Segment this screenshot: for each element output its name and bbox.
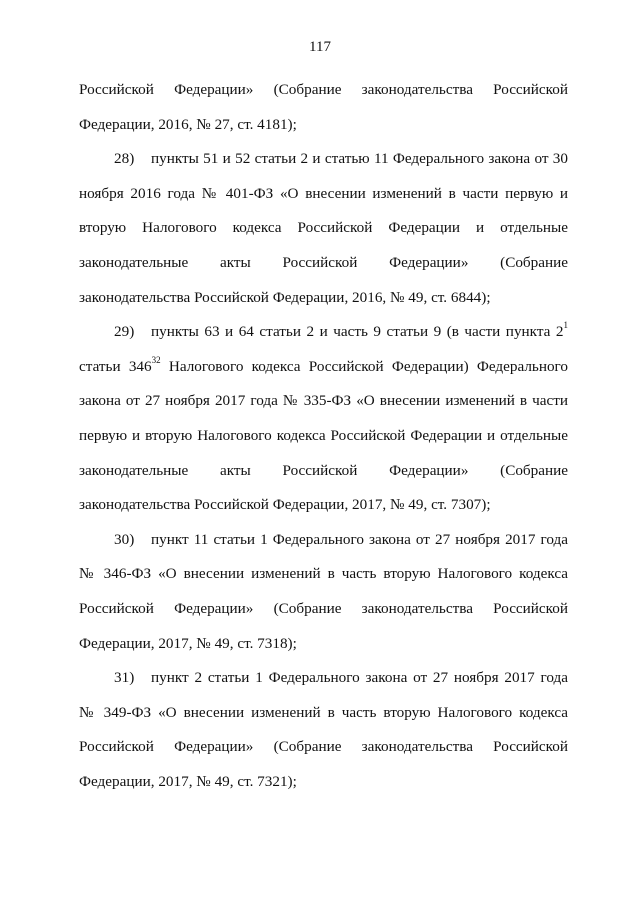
list-item-text: статьи 346 [79,357,152,375]
list-item-text: законодательные акты Российской Федерации» (Собрание [79,253,568,271]
list-item-text: законодательные акты Российской Федерации» (Собрание [79,461,568,479]
list-item-29-second-line [79,350,568,385]
list-item-text: законодательства Российской Федерации, 2016, № 49, ст. 6844); [79,288,491,306]
list-item-text: № 346-ФЗ «О внесении изменений в часть вторую Налогового кодекса [79,565,568,583]
list-item-28-first-line [79,142,568,177]
list-item-text: Российской Федерации» (Собрание законодательства Российской [79,599,568,617]
superscript: 32 [151,354,161,365]
list-item-text: первую и вторую Налогового кодекса Российской Федерации и отдельные [79,426,568,444]
page-number: 117 [309,39,331,55]
list-item-31-first-line [79,661,568,696]
list-item-text: Федерации, 2017, № 49, ст. 7318); [79,634,297,652]
list-item-30-first-line [79,523,568,558]
continuation-line: Российской Федерации» (Собрание законодательства Российской [79,81,568,98]
continuation-line: Федерации, 2016, № 27, ст. 4181); [79,115,297,133]
list-item-text: вторую Налогового кодекса Российской Федерации и отдельные [79,219,568,237]
item-number: 31) [114,669,135,687]
list-item-text: пункт 2 статьи 1 Федерального закона от 27 ноября 2017 года [151,669,568,687]
list-item-text: закона от 27 ноября 2017 года № 335-ФЗ «О внесении изменений в части [79,392,568,410]
list-item-text: Налогового кодекса Российской Федерации) Федерального [160,357,568,375]
list-item-text: законодательства Российской Федерации, 2017, № 49, ст. 7307); [79,496,491,514]
list-item-text: пункты 63 и 64 статьи 2 и часть 9 статьи 9 (в части пункта 2 [151,323,564,341]
item-number: 29) [114,323,135,341]
document-body [79,73,568,799]
list-item-text: № 349-ФЗ «О внесении изменений в часть вторую Налогового кодекса [79,703,568,721]
item-number: 30) [114,530,135,548]
list-item-text: Российской Федерации» (Собрание законодательства Российской [79,738,568,756]
item-number: 28) [114,150,135,168]
list-item-text: ноября 2016 года № 401-ФЗ «О внесении изменений в части первую и [79,184,568,202]
list-item-text: Федерации, 2017, № 49, ст. 7321); [79,772,297,790]
list-item-text: пункт 11 статьи 1 Федерального закона от 27 ноября 2017 года [151,530,568,548]
superscript: 1 [563,320,568,331]
list-item-text: пункты 51 и 52 статьи 2 и статью 11 Федерального закона от 30 [151,150,568,168]
list-item-29-first-line [79,315,568,350]
